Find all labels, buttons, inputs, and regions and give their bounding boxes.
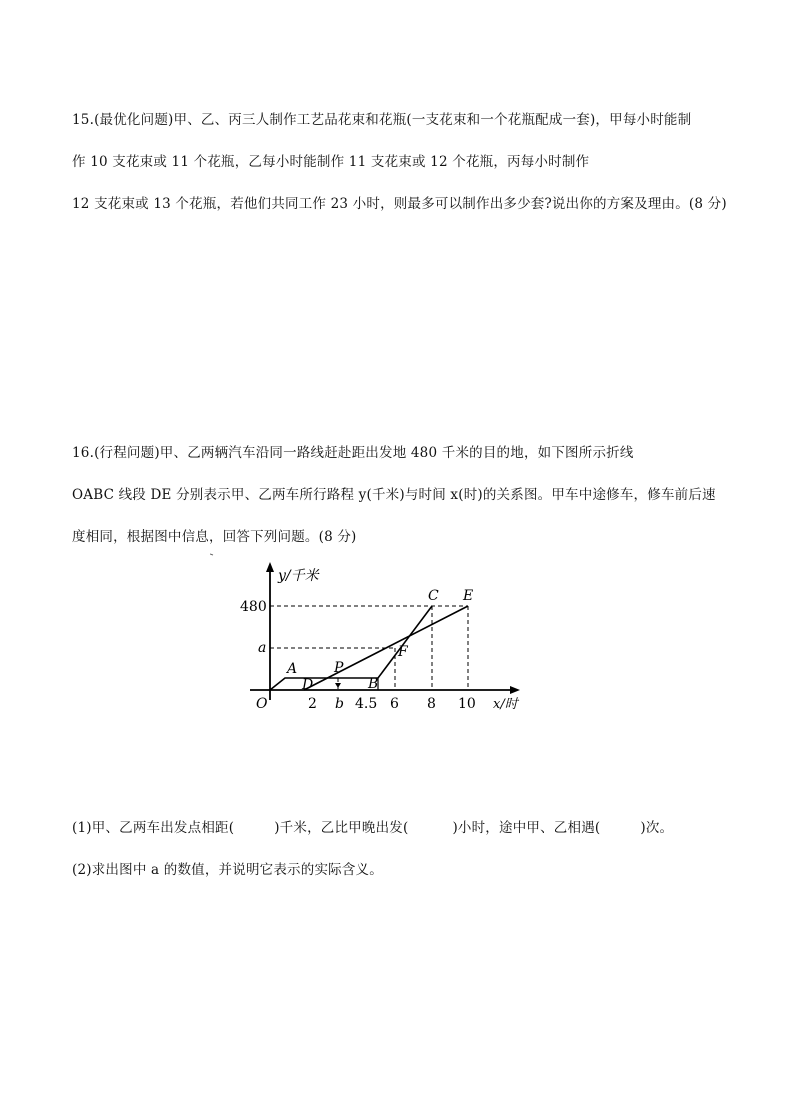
x-axis-label: x/时	[493, 697, 518, 712]
sub1-part-c: )小时，途中甲、乙相遇(	[452, 820, 601, 836]
q16-sub-question-1	[72, 816, 673, 836]
origin-label: O	[256, 696, 268, 712]
x-tick-2: 2	[308, 696, 317, 712]
q16-text-line-3: 度相同，根据图中信息，回答下列问题。(8 分)	[72, 529, 357, 545]
point-p-label: P	[334, 660, 344, 676]
point-d-label: D	[302, 677, 314, 693]
x-tick-8: 8	[427, 696, 436, 712]
q16-text-line-2: OABC 线段 DE 分别表示甲、乙两车所行路程 y(千米)与时间 x(时)的关系图。甲车中途修车，修车前后速	[72, 487, 716, 503]
p-marker-icon	[335, 683, 341, 688]
q15-text-line-3: 12 支花束或 13 个花瓶，若他们共同工作 23 小时，则最多可以制作出多少套?说出你的方案及理由。(8 分)	[72, 196, 727, 212]
sub1-part-a: (1)甲、乙两车出发点相距(	[72, 820, 235, 836]
x-tick-b: b	[335, 696, 344, 712]
sub1-part-d: )次。	[640, 820, 674, 836]
point-b-label: B	[368, 676, 379, 692]
distance-time-graph	[210, 548, 540, 718]
y-axis-label: y/千米	[278, 568, 319, 584]
point-f-label: F	[398, 644, 408, 660]
point-e-label: E	[463, 588, 474, 604]
sub1-part-b: )千米，乙比甲晚出发(	[274, 820, 409, 836]
x-tick-10: 10	[458, 696, 476, 712]
q16-sub-question-2: (2)求出图中 a 的数值，并说明它表示的实际含义。	[72, 862, 383, 878]
point-c-label: C	[428, 588, 439, 604]
x-tick-4-5: 4.5	[355, 696, 378, 712]
x-tick-6: 6	[390, 696, 399, 712]
q15-text-line-2: 作 10 支花束或 11 个花瓶，乙每小时能制作 11 支花束或 12 个花瓶，丙每小时制作	[72, 154, 590, 170]
y-tick-480: 480	[240, 599, 267, 615]
point-a-label: A	[287, 661, 298, 677]
q16-text-line-1: 16.(行程问题)甲、乙两辆汽车沿同一路线赶赴距出发地 480 千米的目的地，如下图所示折线	[72, 445, 634, 461]
y-tick-a: a	[258, 640, 267, 656]
q15-text-line-1: 15.(最优化问题)甲、乙、丙三人制作工艺品花束和花瓶(一支花束和一个花瓶配成一套)，甲每小时能制	[72, 112, 692, 128]
x-axis-arrow	[510, 686, 520, 694]
y-axis-arrow	[266, 562, 274, 572]
